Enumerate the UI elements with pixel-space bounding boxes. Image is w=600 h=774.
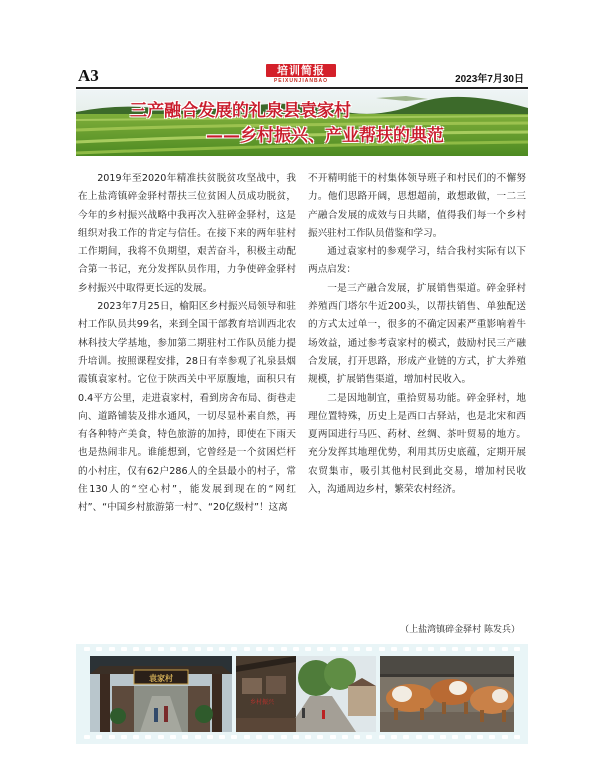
photo-village-gate (90, 656, 232, 732)
paragraph: 2023年7月25日，榆阳区乡村振兴局领导和驻村工作队员共99名，来到全国干部教育培训西北农林科技大学基地，参加第二期驻村工作队员能力提升培训。按照课程安排，28日有幸参观了礼泉县烟霞镇袁家村。它位于陕西关中平原腹地，面积只有0.4平方公里，走进袁家村，看到房舍布局、街巷走向、道路铺装及排水通风，一切尽显朴素自然，再有各种特产美食，特色旅游的加持，即使在下雨天也是热闹非凡。谁能想到，它曾经是一个贫困烂杆的小村庄，仅有62户286人的全县最小的村子，常住130人的“空心村”，能发展到现在的“网红村”、“中国乡村旅游第一村”、“20亿级村”！这离 (78, 301, 296, 514)
paragraph: 一是三产融合发展，扩展销售渠道。碎金驿村养殖西门塔尔牛近200头，以帮扶销售、单独配送的方式太过单一，很多的不确定因素严重影响着牛场效益，通过参考袁家村的模式，鼓励村民三产融合发展，打开思路，形成产业链的方式，扩大养殖规模，扩展销售渠道，增加村民收入。 (308, 282, 526, 386)
title-banner (76, 90, 528, 156)
film-holes-bottom (84, 735, 520, 741)
gate-sign-text: 袁家村 (149, 673, 173, 683)
paragraph: 二是因地制宜，重拾贸易功能。碎金驿村，地理位置特殊，历史上是西口古驿站，也是北宋和西夏两国进行马匹、药材、丝绸、茶叶贸易的地方。充分发挥其地理优势，利用其历史底蕴，定期开展农贸集市，吸引其他村民到此交易，增加村民收入，沟通周边乡村，繁荣农村经济。 (308, 392, 526, 496)
street-banner-text: 乡村振兴 (250, 699, 275, 706)
film-holes-top (84, 647, 520, 653)
photo-cattle-farm (380, 656, 514, 732)
author-byline: （上盐湾镇碎金驿村 陈发兵） (400, 625, 520, 635)
masthead-title: 培训简报 (266, 64, 336, 77)
article-right-column (308, 170, 526, 499)
paragraph: 不开精明能干的村集体领导班子和村民们的不懈努力。他们思路开阔，思想超前，敢想敢做，一二三产融合发展的成效与日共睹，值得我们每一个乡村振兴驻村工作队员借鉴和学习。 (308, 173, 526, 239)
photo-strip (76, 644, 528, 744)
headline-line-2: ——乡村振兴、产业帮扶的典范 (206, 126, 444, 146)
page-header (76, 64, 528, 88)
issue-date: 2023年7月30日 (455, 74, 524, 85)
article-left-column (78, 170, 296, 518)
paragraph: 通过袁家村的参观学习，结合我村实际有以下两点启发： (308, 246, 526, 276)
masthead-subtitle: PEIXUNJIANBAO (273, 78, 329, 84)
headline-line-1: 三产融合发展的礼泉县袁家村 (130, 101, 351, 121)
header-divider (76, 87, 528, 89)
page-number: A3 (78, 66, 99, 85)
paragraph: 2019年至2020年精准扶贫脱贫攻坚战中，我在上盐湾镇碎金驿村帮扶三位贫困人员成功脱贫，今年的乡村振兴战略中我再次入驻碎金驿村，这是组织对我工作的肯定与信任。在接下来的两年驻村工作期间，我将不负期望，艰苦奋斗，积极主动配合第一书记，充分发挥队员作用，力争使碎金驿村乡村振兴中取得更长远的发展。 (78, 173, 296, 294)
masthead-logo (266, 64, 336, 86)
photo-village-street (236, 656, 376, 732)
